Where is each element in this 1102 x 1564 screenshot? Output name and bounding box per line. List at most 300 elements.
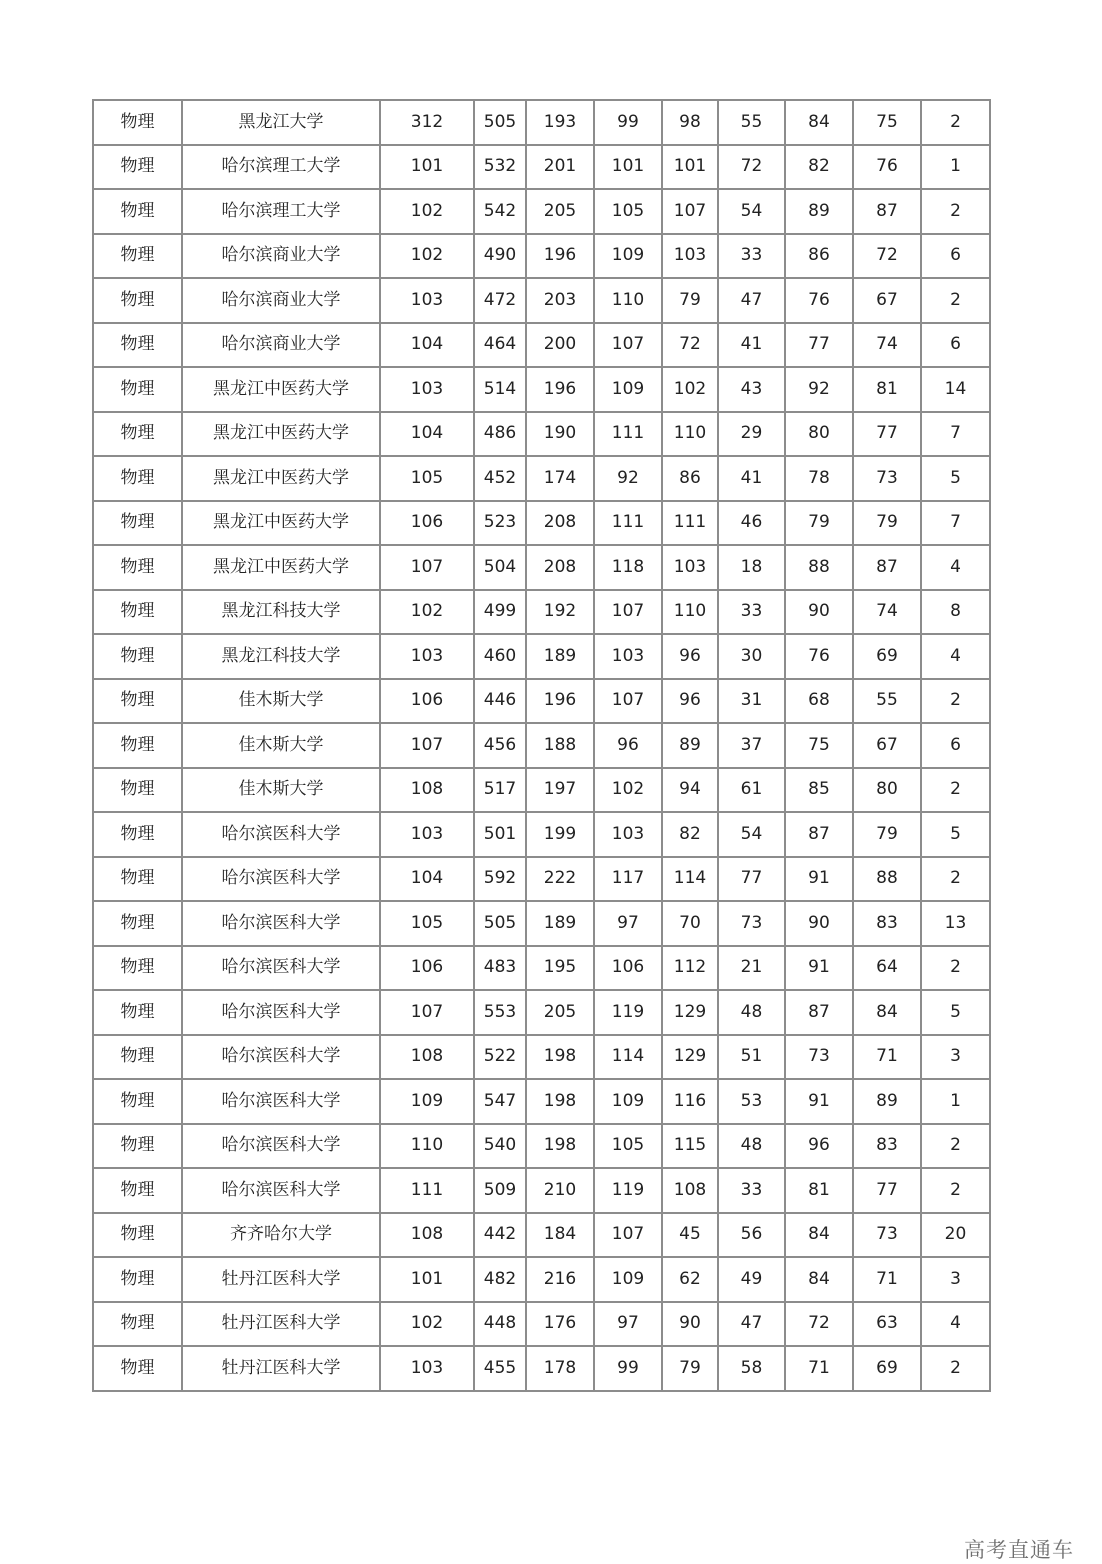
col8-cell: 41	[718, 323, 785, 368]
col9-cell: 77	[785, 323, 853, 368]
score-cell: 553	[474, 990, 526, 1035]
score-cell: 448	[474, 1302, 526, 1347]
col10-cell: 74	[853, 590, 921, 635]
col8-cell: 47	[718, 1302, 785, 1347]
col6-cell: 105	[594, 189, 662, 234]
subject-cell: 物理	[93, 100, 182, 145]
subject-cell: 物理	[93, 723, 182, 768]
col5-cell: 184	[526, 1213, 594, 1258]
col5-cell: 189	[526, 634, 594, 679]
col8-cell: 33	[718, 234, 785, 279]
subject-cell: 物理	[93, 1035, 182, 1080]
col10-cell: 67	[853, 278, 921, 323]
col6-cell: 99	[594, 100, 662, 145]
col8-cell: 29	[718, 412, 785, 457]
col7-cell: 102	[662, 367, 718, 412]
table-row	[93, 1213, 990, 1258]
group-code-cell: 104	[380, 412, 474, 457]
university-cell: 哈尔滨医科大学	[182, 812, 380, 857]
table-row	[93, 1124, 990, 1169]
score-cell: 499	[474, 590, 526, 635]
col7-cell: 94	[662, 768, 718, 813]
col7-cell: 89	[662, 723, 718, 768]
col6-cell: 107	[594, 1213, 662, 1258]
col6-cell: 97	[594, 1302, 662, 1347]
col9-cell: 90	[785, 590, 853, 635]
col7-cell: 110	[662, 412, 718, 457]
score-cell: 547	[474, 1079, 526, 1124]
col8-cell: 77	[718, 857, 785, 902]
col11-cell: 20	[921, 1213, 990, 1258]
col11-cell: 8	[921, 590, 990, 635]
col7-cell: 115	[662, 1124, 718, 1169]
col11-cell: 2	[921, 189, 990, 234]
subject-cell: 物理	[93, 1213, 182, 1258]
col10-cell: 81	[853, 367, 921, 412]
col10-cell: 63	[853, 1302, 921, 1347]
university-cell: 哈尔滨理工大学	[182, 189, 380, 234]
col5-cell: 189	[526, 901, 594, 946]
col8-cell: 56	[718, 1213, 785, 1258]
score-cell: 517	[474, 768, 526, 813]
col9-cell: 89	[785, 189, 853, 234]
table-row	[93, 812, 990, 857]
col10-cell: 71	[853, 1257, 921, 1302]
subject-cell: 物理	[93, 456, 182, 501]
subject-cell: 物理	[93, 501, 182, 546]
col9-cell: 73	[785, 1035, 853, 1080]
table-row	[93, 456, 990, 501]
col6-cell: 109	[594, 234, 662, 279]
col5-cell: 193	[526, 100, 594, 145]
col9-cell: 91	[785, 1079, 853, 1124]
score-cell: 442	[474, 1213, 526, 1258]
col5-cell: 190	[526, 412, 594, 457]
subject-cell: 物理	[93, 812, 182, 857]
admissions-score-table	[92, 99, 991, 1392]
university-cell: 哈尔滨医科大学	[182, 1035, 380, 1080]
subject-cell: 物理	[93, 1302, 182, 1347]
table-row	[93, 367, 990, 412]
university-cell: 黑龙江科技大学	[182, 590, 380, 635]
col7-cell: 96	[662, 679, 718, 724]
col10-cell: 76	[853, 145, 921, 190]
group-code-cell: 104	[380, 323, 474, 368]
university-cell: 哈尔滨医科大学	[182, 1168, 380, 1213]
col5-cell: 178	[526, 1346, 594, 1391]
col11-cell: 2	[921, 1346, 990, 1391]
subject-cell: 物理	[93, 768, 182, 813]
col11-cell: 4	[921, 1302, 990, 1347]
col11-cell: 2	[921, 768, 990, 813]
col10-cell: 79	[853, 501, 921, 546]
col7-cell: 86	[662, 456, 718, 501]
col6-cell: 99	[594, 1346, 662, 1391]
subject-cell: 物理	[93, 1257, 182, 1302]
col8-cell: 72	[718, 145, 785, 190]
group-code-cell: 102	[380, 189, 474, 234]
col5-cell: 205	[526, 189, 594, 234]
table-body	[93, 100, 990, 1391]
col7-cell: 72	[662, 323, 718, 368]
col9-cell: 84	[785, 1213, 853, 1258]
col8-cell: 58	[718, 1346, 785, 1391]
col10-cell: 79	[853, 812, 921, 857]
col5-cell: 196	[526, 234, 594, 279]
group-code-cell: 107	[380, 723, 474, 768]
col5-cell: 198	[526, 1079, 594, 1124]
table-row	[93, 412, 990, 457]
subject-cell: 物理	[93, 1079, 182, 1124]
col9-cell: 68	[785, 679, 853, 724]
subject-cell: 物理	[93, 189, 182, 234]
university-cell: 佳木斯大学	[182, 679, 380, 724]
col7-cell: 108	[662, 1168, 718, 1213]
score-cell: 501	[474, 812, 526, 857]
score-cell: 456	[474, 723, 526, 768]
col7-cell: 103	[662, 545, 718, 590]
group-code-cell: 111	[380, 1168, 474, 1213]
col7-cell: 90	[662, 1302, 718, 1347]
subject-cell: 物理	[93, 323, 182, 368]
col6-cell: 114	[594, 1035, 662, 1080]
table-row	[93, 946, 990, 991]
col6-cell: 102	[594, 768, 662, 813]
col9-cell: 91	[785, 857, 853, 902]
score-cell: 455	[474, 1346, 526, 1391]
score-cell: 523	[474, 501, 526, 546]
subject-cell: 物理	[93, 412, 182, 457]
group-code-cell: 105	[380, 901, 474, 946]
col6-cell: 118	[594, 545, 662, 590]
university-cell: 黑龙江中医药大学	[182, 501, 380, 546]
group-code-cell: 110	[380, 1124, 474, 1169]
col10-cell: 74	[853, 323, 921, 368]
table-row	[93, 768, 990, 813]
col8-cell: 43	[718, 367, 785, 412]
col11-cell: 4	[921, 634, 990, 679]
col10-cell: 69	[853, 1346, 921, 1391]
table-row	[93, 1035, 990, 1080]
subject-cell: 物理	[93, 1124, 182, 1169]
col7-cell: 107	[662, 189, 718, 234]
col9-cell: 88	[785, 545, 853, 590]
table-row	[93, 723, 990, 768]
col11-cell: 2	[921, 679, 990, 724]
col8-cell: 31	[718, 679, 785, 724]
university-cell: 哈尔滨商业大学	[182, 278, 380, 323]
group-code-cell: 102	[380, 234, 474, 279]
col6-cell: 111	[594, 412, 662, 457]
col10-cell: 64	[853, 946, 921, 991]
university-cell: 哈尔滨商业大学	[182, 323, 380, 368]
col8-cell: 53	[718, 1079, 785, 1124]
col11-cell: 2	[921, 278, 990, 323]
col8-cell: 54	[718, 812, 785, 857]
score-cell: 446	[474, 679, 526, 724]
col10-cell: 73	[853, 456, 921, 501]
score-cell: 460	[474, 634, 526, 679]
col10-cell: 84	[853, 990, 921, 1035]
col5-cell: 216	[526, 1257, 594, 1302]
score-cell: 522	[474, 1035, 526, 1080]
score-cell: 490	[474, 234, 526, 279]
col10-cell: 71	[853, 1035, 921, 1080]
col11-cell: 3	[921, 1035, 990, 1080]
table-row	[93, 323, 990, 368]
col8-cell: 55	[718, 100, 785, 145]
table-row	[93, 634, 990, 679]
col9-cell: 84	[785, 100, 853, 145]
col5-cell: 201	[526, 145, 594, 190]
col5-cell: 222	[526, 857, 594, 902]
col6-cell: 111	[594, 501, 662, 546]
col10-cell: 87	[853, 545, 921, 590]
university-cell: 哈尔滨医科大学	[182, 990, 380, 1035]
group-code-cell: 103	[380, 812, 474, 857]
group-code-cell: 102	[380, 590, 474, 635]
col7-cell: 129	[662, 990, 718, 1035]
col9-cell: 86	[785, 234, 853, 279]
col10-cell: 83	[853, 1124, 921, 1169]
subject-cell: 物理	[93, 634, 182, 679]
score-cell: 505	[474, 901, 526, 946]
col6-cell: 119	[594, 990, 662, 1035]
table-row	[93, 234, 990, 279]
group-code-cell: 108	[380, 768, 474, 813]
group-code-cell: 106	[380, 501, 474, 546]
subject-cell: 物理	[93, 545, 182, 590]
col9-cell: 78	[785, 456, 853, 501]
subject-cell: 物理	[93, 1168, 182, 1213]
col5-cell: 197	[526, 768, 594, 813]
university-cell: 黑龙江中医药大学	[182, 456, 380, 501]
score-cell: 542	[474, 189, 526, 234]
col9-cell: 90	[785, 901, 853, 946]
col8-cell: 46	[718, 501, 785, 546]
score-cell: 452	[474, 456, 526, 501]
col8-cell: 37	[718, 723, 785, 768]
university-cell: 黑龙江科技大学	[182, 634, 380, 679]
col10-cell: 67	[853, 723, 921, 768]
group-code-cell: 103	[380, 1346, 474, 1391]
score-cell: 592	[474, 857, 526, 902]
col8-cell: 21	[718, 946, 785, 991]
score-cell: 514	[474, 367, 526, 412]
group-code-cell: 109	[380, 1079, 474, 1124]
col5-cell: 198	[526, 1124, 594, 1169]
col8-cell: 51	[718, 1035, 785, 1080]
col11-cell: 2	[921, 1124, 990, 1169]
col11-cell: 6	[921, 323, 990, 368]
score-cell: 482	[474, 1257, 526, 1302]
col5-cell: 199	[526, 812, 594, 857]
table-row	[93, 857, 990, 902]
university-cell: 哈尔滨医科大学	[182, 1124, 380, 1169]
col7-cell: 101	[662, 145, 718, 190]
table-row	[93, 1257, 990, 1302]
university-cell: 哈尔滨理工大学	[182, 145, 380, 190]
col7-cell: 79	[662, 1346, 718, 1391]
group-code-cell: 101	[380, 1257, 474, 1302]
col6-cell: 107	[594, 679, 662, 724]
col5-cell: 176	[526, 1302, 594, 1347]
table-row	[93, 679, 990, 724]
col5-cell: 205	[526, 990, 594, 1035]
col8-cell: 41	[718, 456, 785, 501]
col10-cell: 88	[853, 857, 921, 902]
col8-cell: 48	[718, 1124, 785, 1169]
col8-cell: 73	[718, 901, 785, 946]
col9-cell: 84	[785, 1257, 853, 1302]
score-cell: 486	[474, 412, 526, 457]
subject-cell: 物理	[93, 679, 182, 724]
col6-cell: 103	[594, 634, 662, 679]
col9-cell: 76	[785, 278, 853, 323]
university-cell: 黑龙江中医药大学	[182, 545, 380, 590]
score-cell: 532	[474, 145, 526, 190]
col10-cell: 69	[853, 634, 921, 679]
col10-cell: 72	[853, 234, 921, 279]
col6-cell: 106	[594, 946, 662, 991]
group-code-cell: 107	[380, 545, 474, 590]
col11-cell: 7	[921, 412, 990, 457]
col6-cell: 96	[594, 723, 662, 768]
table-row	[93, 1346, 990, 1391]
col9-cell: 82	[785, 145, 853, 190]
table-row	[93, 1079, 990, 1124]
col7-cell: 114	[662, 857, 718, 902]
col5-cell: 198	[526, 1035, 594, 1080]
col7-cell: 129	[662, 1035, 718, 1080]
table-row	[93, 189, 990, 234]
col8-cell: 48	[718, 990, 785, 1035]
col11-cell: 4	[921, 545, 990, 590]
col6-cell: 109	[594, 1079, 662, 1124]
col5-cell: 195	[526, 946, 594, 991]
group-code-cell: 103	[380, 634, 474, 679]
table-row	[93, 1168, 990, 1213]
score-cell: 483	[474, 946, 526, 991]
col5-cell: 192	[526, 590, 594, 635]
col5-cell: 188	[526, 723, 594, 768]
group-code-cell: 103	[380, 278, 474, 323]
col7-cell: 116	[662, 1079, 718, 1124]
col9-cell: 87	[785, 990, 853, 1035]
col8-cell: 54	[718, 189, 785, 234]
col11-cell: 6	[921, 723, 990, 768]
score-cell: 540	[474, 1124, 526, 1169]
university-cell: 哈尔滨医科大学	[182, 946, 380, 991]
col10-cell: 83	[853, 901, 921, 946]
table-row	[93, 1302, 990, 1347]
university-cell: 哈尔滨商业大学	[182, 234, 380, 279]
col5-cell: 196	[526, 679, 594, 724]
col7-cell: 70	[662, 901, 718, 946]
subject-cell: 物理	[93, 990, 182, 1035]
university-cell: 哈尔滨医科大学	[182, 1079, 380, 1124]
col5-cell: 196	[526, 367, 594, 412]
group-code-cell: 104	[380, 857, 474, 902]
group-code-cell: 106	[380, 679, 474, 724]
col9-cell: 92	[785, 367, 853, 412]
col9-cell: 91	[785, 946, 853, 991]
col10-cell: 87	[853, 189, 921, 234]
col11-cell: 13	[921, 901, 990, 946]
group-code-cell: 103	[380, 367, 474, 412]
col6-cell: 110	[594, 278, 662, 323]
col8-cell: 47	[718, 278, 785, 323]
subject-cell: 物理	[93, 590, 182, 635]
table-row	[93, 100, 990, 145]
group-code-cell: 107	[380, 990, 474, 1035]
university-cell: 牡丹江医科大学	[182, 1257, 380, 1302]
score-cell: 472	[474, 278, 526, 323]
col6-cell: 117	[594, 857, 662, 902]
col6-cell: 97	[594, 901, 662, 946]
group-code-cell: 105	[380, 456, 474, 501]
col6-cell: 109	[594, 367, 662, 412]
group-code-cell: 312	[380, 100, 474, 145]
col7-cell: 98	[662, 100, 718, 145]
col7-cell: 82	[662, 812, 718, 857]
subject-cell: 物理	[93, 367, 182, 412]
subject-cell: 物理	[93, 145, 182, 190]
col7-cell: 103	[662, 234, 718, 279]
group-code-cell: 106	[380, 946, 474, 991]
col9-cell: 75	[785, 723, 853, 768]
col8-cell: 61	[718, 768, 785, 813]
col7-cell: 62	[662, 1257, 718, 1302]
col7-cell: 96	[662, 634, 718, 679]
university-cell: 黑龙江中医药大学	[182, 367, 380, 412]
score-cell: 464	[474, 323, 526, 368]
table-row	[93, 278, 990, 323]
score-cell: 509	[474, 1168, 526, 1213]
watermark-text: 高考直通车	[964, 1538, 1074, 1562]
col9-cell: 76	[785, 634, 853, 679]
table-row	[93, 990, 990, 1035]
group-code-cell: 108	[380, 1035, 474, 1080]
col10-cell: 80	[853, 768, 921, 813]
group-code-cell: 108	[380, 1213, 474, 1258]
col8-cell: 33	[718, 590, 785, 635]
subject-cell: 物理	[93, 278, 182, 323]
col6-cell: 119	[594, 1168, 662, 1213]
col11-cell: 1	[921, 145, 990, 190]
col5-cell: 200	[526, 323, 594, 368]
col5-cell: 174	[526, 456, 594, 501]
col11-cell: 5	[921, 812, 990, 857]
group-code-cell: 102	[380, 1302, 474, 1347]
col11-cell: 2	[921, 1168, 990, 1213]
col10-cell: 77	[853, 412, 921, 457]
col6-cell: 107	[594, 590, 662, 635]
col7-cell: 110	[662, 590, 718, 635]
col8-cell: 49	[718, 1257, 785, 1302]
score-cell: 505	[474, 100, 526, 145]
col11-cell: 14	[921, 367, 990, 412]
col11-cell: 6	[921, 234, 990, 279]
university-cell: 牡丹江医科大学	[182, 1346, 380, 1391]
col6-cell: 109	[594, 1257, 662, 1302]
col11-cell: 1	[921, 1079, 990, 1124]
col5-cell: 208	[526, 501, 594, 546]
col11-cell: 5	[921, 456, 990, 501]
col8-cell: 33	[718, 1168, 785, 1213]
col10-cell: 73	[853, 1213, 921, 1258]
col6-cell: 103	[594, 812, 662, 857]
